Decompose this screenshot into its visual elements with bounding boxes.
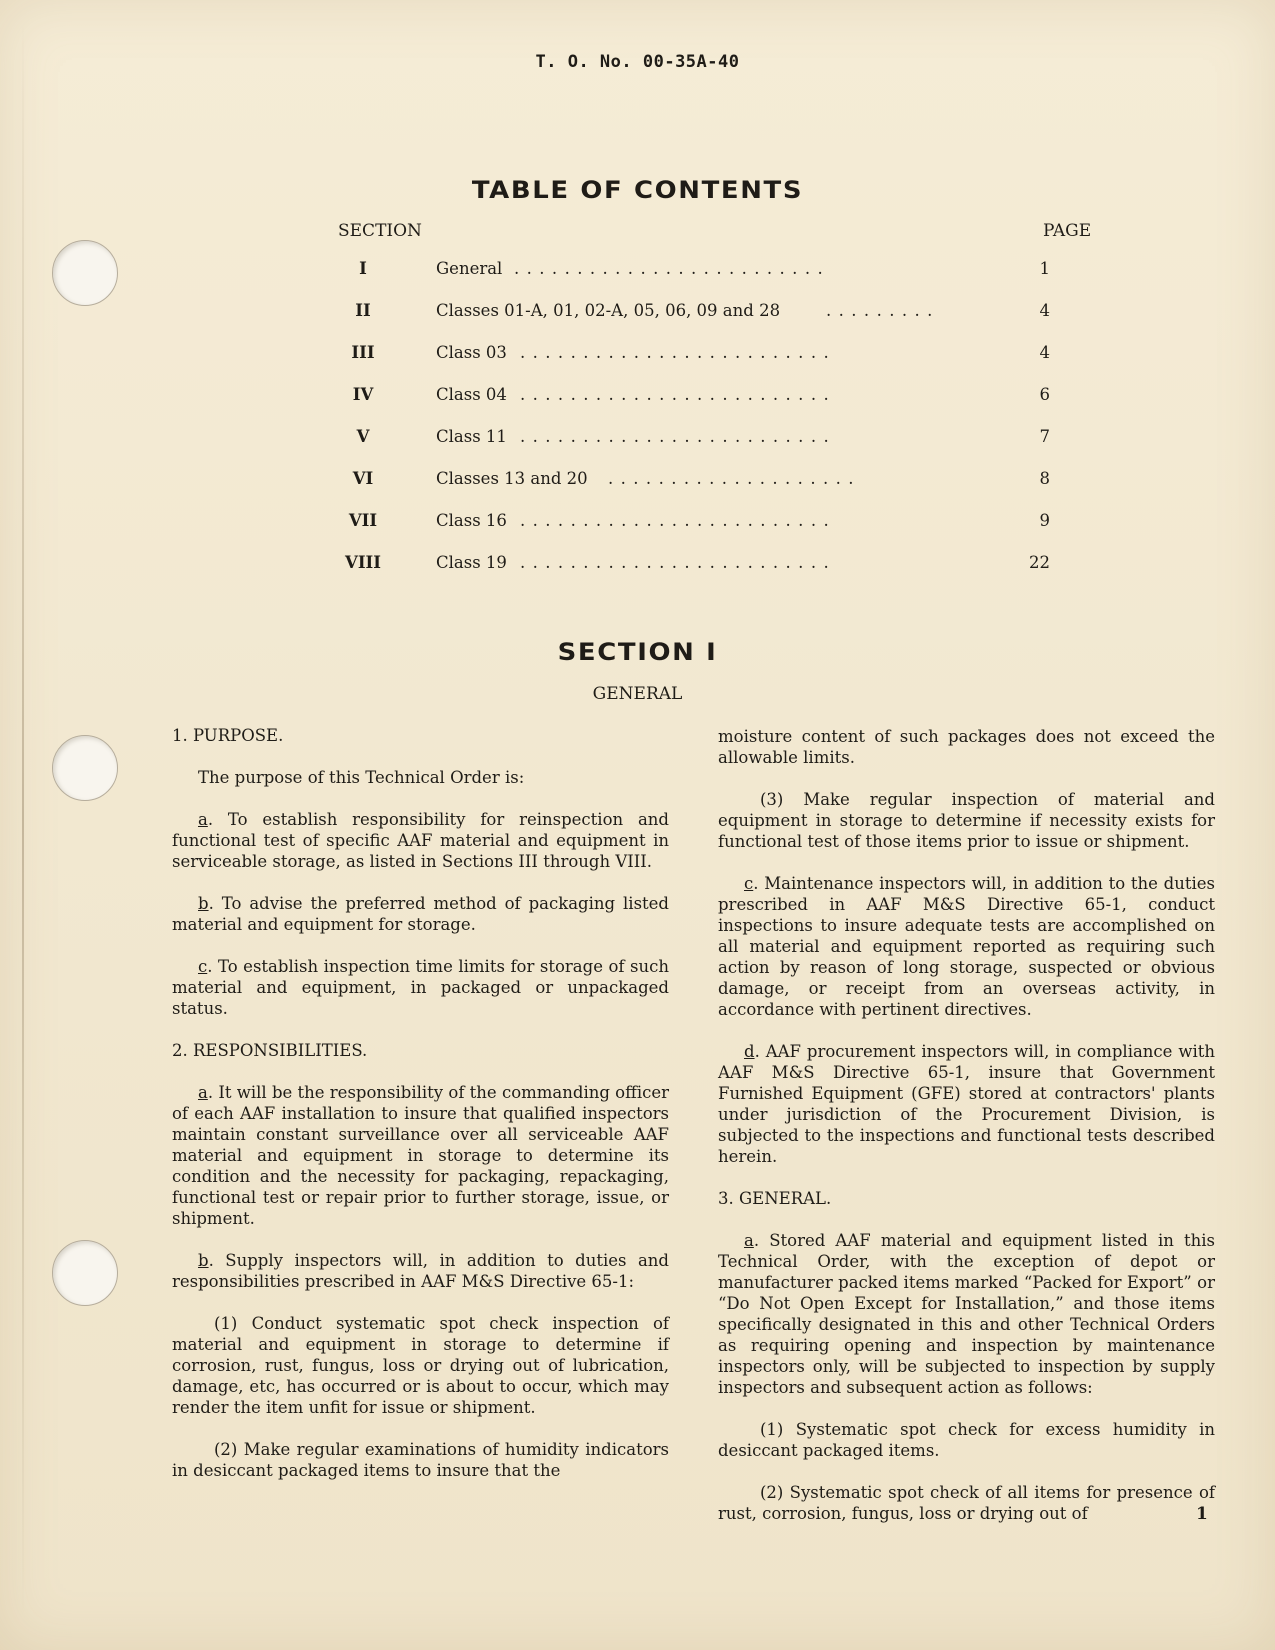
section-subtitle: GENERAL <box>592 684 683 704</box>
body-paragraph <box>718 1230 1215 1398</box>
body-paragraph <box>172 809 669 872</box>
binder-hole <box>52 1240 118 1306</box>
toc-page-number: 1 <box>1039 259 1050 278</box>
toc-page-number: 9 <box>1039 511 1050 530</box>
body-paragraph <box>172 1250 669 1292</box>
body-paragraph: moisture content of such packages does not exceed the allowable limits. <box>718 727 1215 767</box>
toc-entry <box>330 511 1090 537</box>
paragraph-text: . To establish inspection time limits for storage of such material and equipment, in packaged or unpackaged status. <box>172 957 669 1018</box>
subparagraph-letter: d <box>744 1042 755 1061</box>
paragraph-text: . It will be the responsibility of the commanding officer of each AAF installation to insure that qualified inspectors maintain constant surveillance over all serviceable AAF material and equipment in storage to determine its condition and the necessity for packaging, repackaging, functional test or repair prior to further storage, issue, or shipment. <box>172 1083 669 1228</box>
toc-page-number: 7 <box>1039 427 1050 446</box>
left-column <box>172 725 669 1481</box>
toc-leader-dots: ......................... <box>520 427 837 446</box>
body-paragraph <box>718 1041 1215 1167</box>
binder-hole <box>52 240 118 306</box>
toc-entry <box>330 343 1090 369</box>
toc-section-number: VIII <box>345 553 381 572</box>
toc-entry <box>330 553 1090 579</box>
body-paragraph <box>172 893 669 935</box>
toc-section-label: Classes 01-A, 01, 02-A, 05, 06, 09 and 28 <box>436 301 781 320</box>
toc-section-label: Class 16 <box>436 511 507 530</box>
body-paragraph: (2) Make regular examinations of humidity indicators in desiccant packaged items to insure that the <box>172 1440 669 1480</box>
toc-section-number: V <box>356 427 370 446</box>
toc-section-header: SECTION <box>338 221 422 241</box>
subparagraph-letter: a <box>744 1231 754 1250</box>
body-paragraph: (1) Conduct systematic spot check inspection of material and equipment in storage to determine if corrosion, rust, fungus, loss or drying out of lubrication, damage, etc, has occurred or is about to occur, which may render the item unfit for issue or shipment. <box>172 1314 669 1417</box>
subparagraph-letter: b <box>198 894 209 913</box>
toc-leader-dots: ......................... <box>520 511 837 530</box>
subparagraph-letter: a <box>198 1083 208 1102</box>
body-paragraph <box>172 956 669 1019</box>
paragraph-text: . Maintenance inspectors will, in addition to the duties prescribed in AAF M&S Directive 65-1, conduct inspections to insure adequate tests are accomplished on all material and equipment reported as requiring such action by reason of long storage, suspected or obvious damage, or receipt from an overseas activity, in accordance with pertinent directives. <box>718 874 1215 1019</box>
paragraph-text: . Stored AAF material and equipment listed in this Technical Order, with the exception of depot or manufacturer packed items marked “Packed for Export” or “Do Not Open Except for Installation,” and those items specifically designated in this and other Technical Orders as requiring opening and inspection by maintenance inspectors only, will be subjected to inspection by supply inspectors and subsequent action as follows: <box>718 1231 1215 1397</box>
toc-entry <box>330 427 1090 453</box>
paragraph-text: . Supply inspectors will, in addition to duties and responsibilities prescribed in AAF M&S Directive 65-1: <box>172 1251 669 1291</box>
paragraph-heading: 2. RESPONSIBILITIES. <box>172 1041 368 1060</box>
subparagraph-letter: c <box>198 957 208 976</box>
toc-section-label: Class 11 <box>436 427 507 446</box>
toc-section-label: Class 19 <box>436 553 507 572</box>
body-paragraph: The purpose of this Technical Order is: <box>198 768 525 787</box>
binder-hole <box>52 735 118 801</box>
right-column <box>718 726 1215 1524</box>
subparagraph-letter: c <box>744 874 754 893</box>
body-paragraph: (3) Make regular inspection of material and equipment in storage to determine if necessity exists for functional test of those items prior to issue or shipment. <box>718 790 1215 851</box>
toc-entry <box>330 469 1090 495</box>
toc-page-number: 22 <box>1029 553 1050 572</box>
toc-section-number: IV <box>352 385 374 404</box>
toc-leader-dots: ......................... <box>520 343 837 362</box>
toc-page-number: 8 <box>1039 469 1050 488</box>
body-paragraph <box>172 1082 669 1229</box>
toc-section-label: Class 03 <box>436 343 507 362</box>
toc-page-header: PAGE <box>1043 221 1092 241</box>
body-paragraph: (1) Systematic spot check for excess humidity in desiccant packaged items. <box>718 1420 1215 1460</box>
toc-section-number: I <box>359 259 367 278</box>
toc-title: TABLE OF CONTENTS <box>471 176 804 204</box>
toc-entry <box>330 259 1090 285</box>
body-paragraph <box>718 873 1215 1020</box>
toc-leader-dots: ......................... <box>520 385 837 404</box>
toc-entry <box>330 301 1090 327</box>
toc-page-number: 6 <box>1039 385 1050 404</box>
toc-section-number: II <box>355 301 371 320</box>
section-title: SECTION I <box>557 638 718 666</box>
technical-order-number: T. O. No. 00-35A-40 <box>535 52 740 72</box>
toc-section-label: Class 04 <box>436 385 507 404</box>
toc-section-number: III <box>351 343 375 362</box>
toc-leader-dots: ......................... <box>520 553 837 572</box>
toc-leader-dots: ......................... <box>514 259 831 278</box>
paragraph-heading: 3. GENERAL. <box>718 1189 832 1208</box>
toc-section-label: General <box>436 259 503 278</box>
toc-page-number: 4 <box>1039 343 1050 362</box>
subparagraph-letter: a <box>198 810 208 829</box>
paragraph-heading: 1. PURPOSE. <box>172 726 284 745</box>
page-edge-shadow <box>22 20 24 1620</box>
toc-leader-dots: .................... <box>608 469 861 488</box>
subparagraph-letter: b <box>198 1251 209 1270</box>
toc-section-number: VII <box>348 511 378 530</box>
page-number: 1 <box>1196 1504 1208 1524</box>
toc-section-number: VI <box>352 469 374 488</box>
paragraph-text: . To advise the preferred method of packaging listed material and equipment for storage. <box>172 894 669 934</box>
paragraph-text: . AAF procurement inspectors will, in compliance with AAF M&S Directive 65-1, insure that Government Furnished Equipment (GFE) stored at contractors' plants under jurisdiction of the Procurement Division, is subjected to the inspections and functional tests described herein. <box>718 1042 1215 1166</box>
toc-page-number: 4 <box>1039 301 1050 320</box>
body-paragraph: (2) Systematic spot check of all items for presence of rust, corrosion, fungus, loss or drying out of <box>718 1483 1215 1523</box>
toc-leader-dots: ......... <box>826 301 940 320</box>
toc-entry <box>330 385 1090 411</box>
toc-section-label: Classes 13 and 20 <box>436 469 588 488</box>
paragraph-text: . To establish responsibility for reinspection and functional test of specific AAF material and equipment in serviceable storage, as listed in Sections III through VIII. <box>172 810 669 871</box>
